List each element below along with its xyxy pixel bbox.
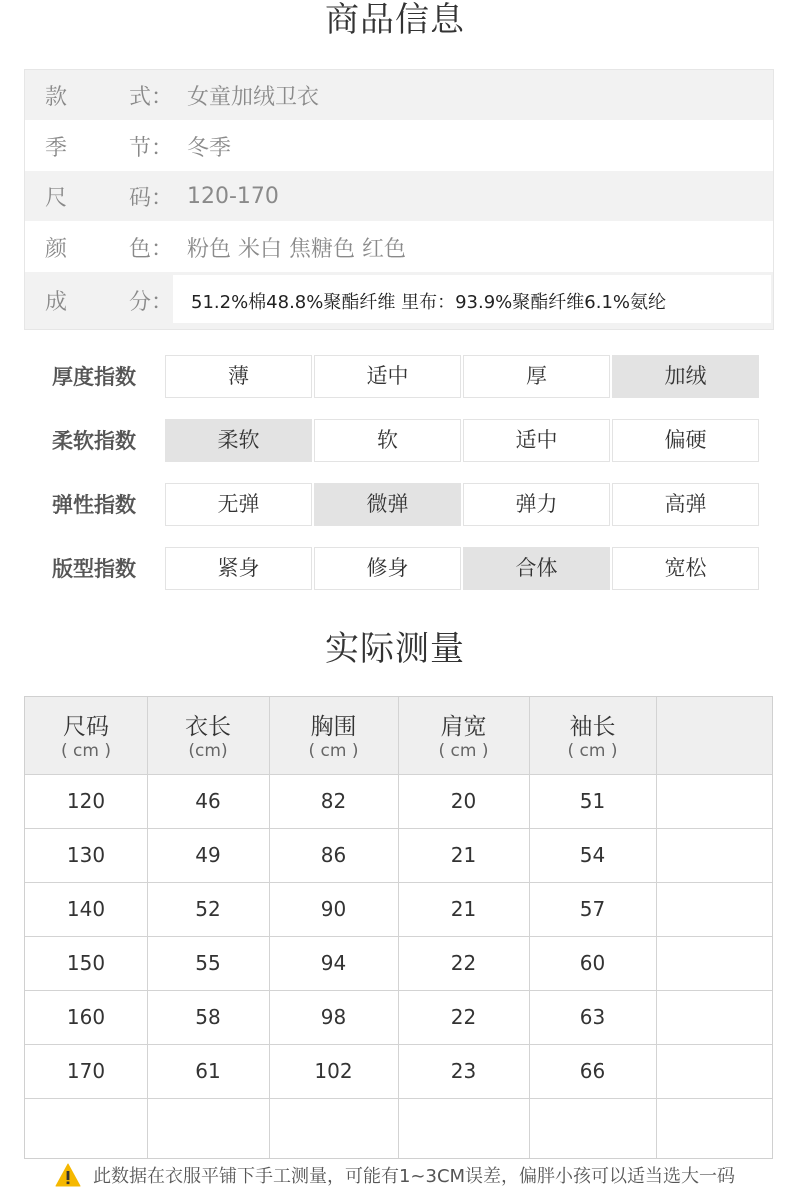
table-cell: 60 — [579, 951, 606, 975]
table-header-name: 袖长 — [569, 714, 616, 740]
table-cell: 20 — [450, 789, 477, 813]
table-cell: 170 — [66, 1059, 106, 1083]
index-option-thickness-1: 适中 — [314, 355, 461, 398]
table-cell: 21 — [450, 843, 477, 867]
info-key-style-1: 款 — [45, 84, 68, 110]
info-key-material-1: 成 — [45, 290, 68, 315]
table-cell: 23 — [450, 1059, 477, 1083]
table-header-unit: ( cm ) — [567, 741, 618, 761]
section-title-measurement: 实际测量 — [325, 629, 465, 669]
table-header-name: 肩宽 — [440, 714, 487, 740]
table-cell: 54 — [579, 843, 606, 867]
info-value-size: 120-170 — [187, 183, 279, 209]
info-value-style: 女童加绒卫衣 — [187, 84, 320, 110]
table-cell — [656, 1098, 772, 1152]
table-cell: 150 — [66, 951, 106, 975]
index-option-thickness-0: 薄 — [165, 355, 312, 398]
info-row-color — [25, 222, 773, 272]
table-cell: 120 — [66, 789, 106, 813]
table-cell — [656, 1044, 772, 1098]
table-header-name: 胸围 — [310, 714, 357, 740]
index-option-thickness-3: 加绒 — [612, 355, 759, 398]
warning-icon — [55, 1163, 81, 1187]
info-row-size — [25, 171, 773, 221]
info-row-style — [25, 70, 773, 120]
table-cell: 63 — [579, 1005, 606, 1029]
table-header-cell — [147, 697, 269, 774]
table-cell — [269, 1098, 398, 1152]
table-header-unit: ( cm ) — [308, 741, 359, 761]
table-cell: 52 — [195, 897, 221, 921]
info-value-material: 51.2%棉48.8%聚酯纤维 里布：93.9%聚酯纤维6.1%氨纶 — [191, 291, 666, 313]
index-option-softness-2: 适中 — [463, 419, 610, 462]
table-header-name: 衣长 — [185, 714, 231, 740]
index-label-thickness: 厚度指数 — [52, 365, 136, 389]
table-header-cell — [398, 697, 529, 774]
index-option-fit-0: 紧身 — [165, 547, 312, 590]
table-cell: 140 — [66, 897, 106, 921]
note-text: 此数据在衣服平铺下手工测量，可能有1~3CM误差，偏胖小孩可以适当选大一码 — [92, 1166, 736, 1187]
table-header-cell — [656, 697, 772, 774]
table-cell: 160 — [66, 1005, 106, 1029]
table-cell: 66 — [579, 1059, 606, 1083]
table-header-cell — [25, 697, 147, 774]
index-option-thickness-2: 厚 — [463, 355, 610, 398]
table-cell: 82 — [320, 789, 347, 813]
info-key-season-2: 节： — [129, 135, 174, 161]
table-cell: 90 — [320, 897, 347, 921]
table-cell: 21 — [450, 897, 477, 921]
table-cell: 94 — [320, 951, 347, 975]
index-option-elasticity-1: 微弹 — [314, 483, 461, 526]
table-header-cell — [269, 697, 398, 774]
index-label-fit: 版型指数 — [52, 557, 136, 581]
info-value-season: 冬季 — [187, 135, 232, 161]
table-header-unit: ( cm ) — [438, 741, 489, 761]
index-option-softness-0: 柔软 — [165, 419, 312, 462]
table-header-unit: (cm) — [188, 741, 228, 761]
table-cell — [147, 1098, 269, 1152]
index-option-elasticity-2: 弹力 — [463, 483, 610, 526]
info-key-style-2: 式： — [129, 84, 174, 110]
index-row-fit — [0, 547, 790, 591]
table-cell: 46 — [195, 789, 221, 813]
table-cell: 49 — [195, 843, 221, 867]
index-option-elasticity-3: 高弹 — [612, 483, 759, 526]
table-header-unit: ( cm ) — [61, 741, 111, 761]
table-cell: 98 — [320, 1005, 347, 1029]
index-option-softness-3: 偏硬 — [612, 419, 759, 462]
table-cell — [656, 828, 772, 882]
info-key-material-2: 分： — [129, 290, 174, 315]
table-header-name: 尺码 — [63, 714, 109, 740]
table-cell — [398, 1098, 529, 1152]
index-option-softness-1: 软 — [314, 419, 461, 462]
table-cell: 22 — [450, 951, 477, 975]
table-cell: 61 — [195, 1059, 221, 1083]
table-cell — [25, 1098, 147, 1152]
table-cell: 86 — [320, 843, 347, 867]
index-row-thickness — [0, 355, 790, 399]
table-cell: 58 — [195, 1005, 221, 1029]
index-option-fit-3: 宽松 — [612, 547, 759, 590]
table-cell — [656, 990, 772, 1044]
table-cell: 102 — [314, 1059, 353, 1083]
info-row-material — [25, 272, 773, 329]
table-cell — [529, 1098, 656, 1152]
info-key-color-2: 色： — [129, 236, 174, 262]
index-row-softness — [0, 419, 790, 463]
info-value-color: 粉色 米白 焦糖色 红色 — [187, 236, 406, 262]
info-key-size-2: 码： — [129, 185, 174, 211]
table-cell: 51 — [579, 789, 606, 813]
table-cell — [656, 936, 772, 990]
size-measurement-table — [24, 696, 773, 1159]
info-key-color-1: 颜 — [45, 236, 68, 262]
index-row-elasticity — [0, 483, 790, 527]
table-cell: 55 — [195, 951, 221, 975]
section-title-product-info: 商品信息 — [325, 0, 465, 40]
index-option-fit-2: 合体 — [463, 547, 610, 590]
table-cell — [656, 774, 772, 828]
table-cell — [656, 882, 772, 936]
table-header-cell — [529, 697, 656, 774]
table-cell: 22 — [450, 1005, 477, 1029]
index-option-fit-1: 修身 — [314, 547, 461, 590]
index-label-elasticity: 弹性指数 — [52, 493, 136, 517]
info-key-size-1: 尺 — [45, 185, 68, 211]
table-cell: 57 — [579, 897, 606, 921]
product-info-panel — [24, 69, 774, 330]
info-row-season — [25, 121, 773, 171]
index-option-elasticity-0: 无弹 — [165, 483, 312, 526]
measurement-note — [0, 1160, 790, 1190]
info-key-season-1: 季 — [45, 135, 68, 161]
index-label-softness: 柔软指数 — [52, 429, 136, 453]
table-cell: 130 — [66, 843, 106, 867]
